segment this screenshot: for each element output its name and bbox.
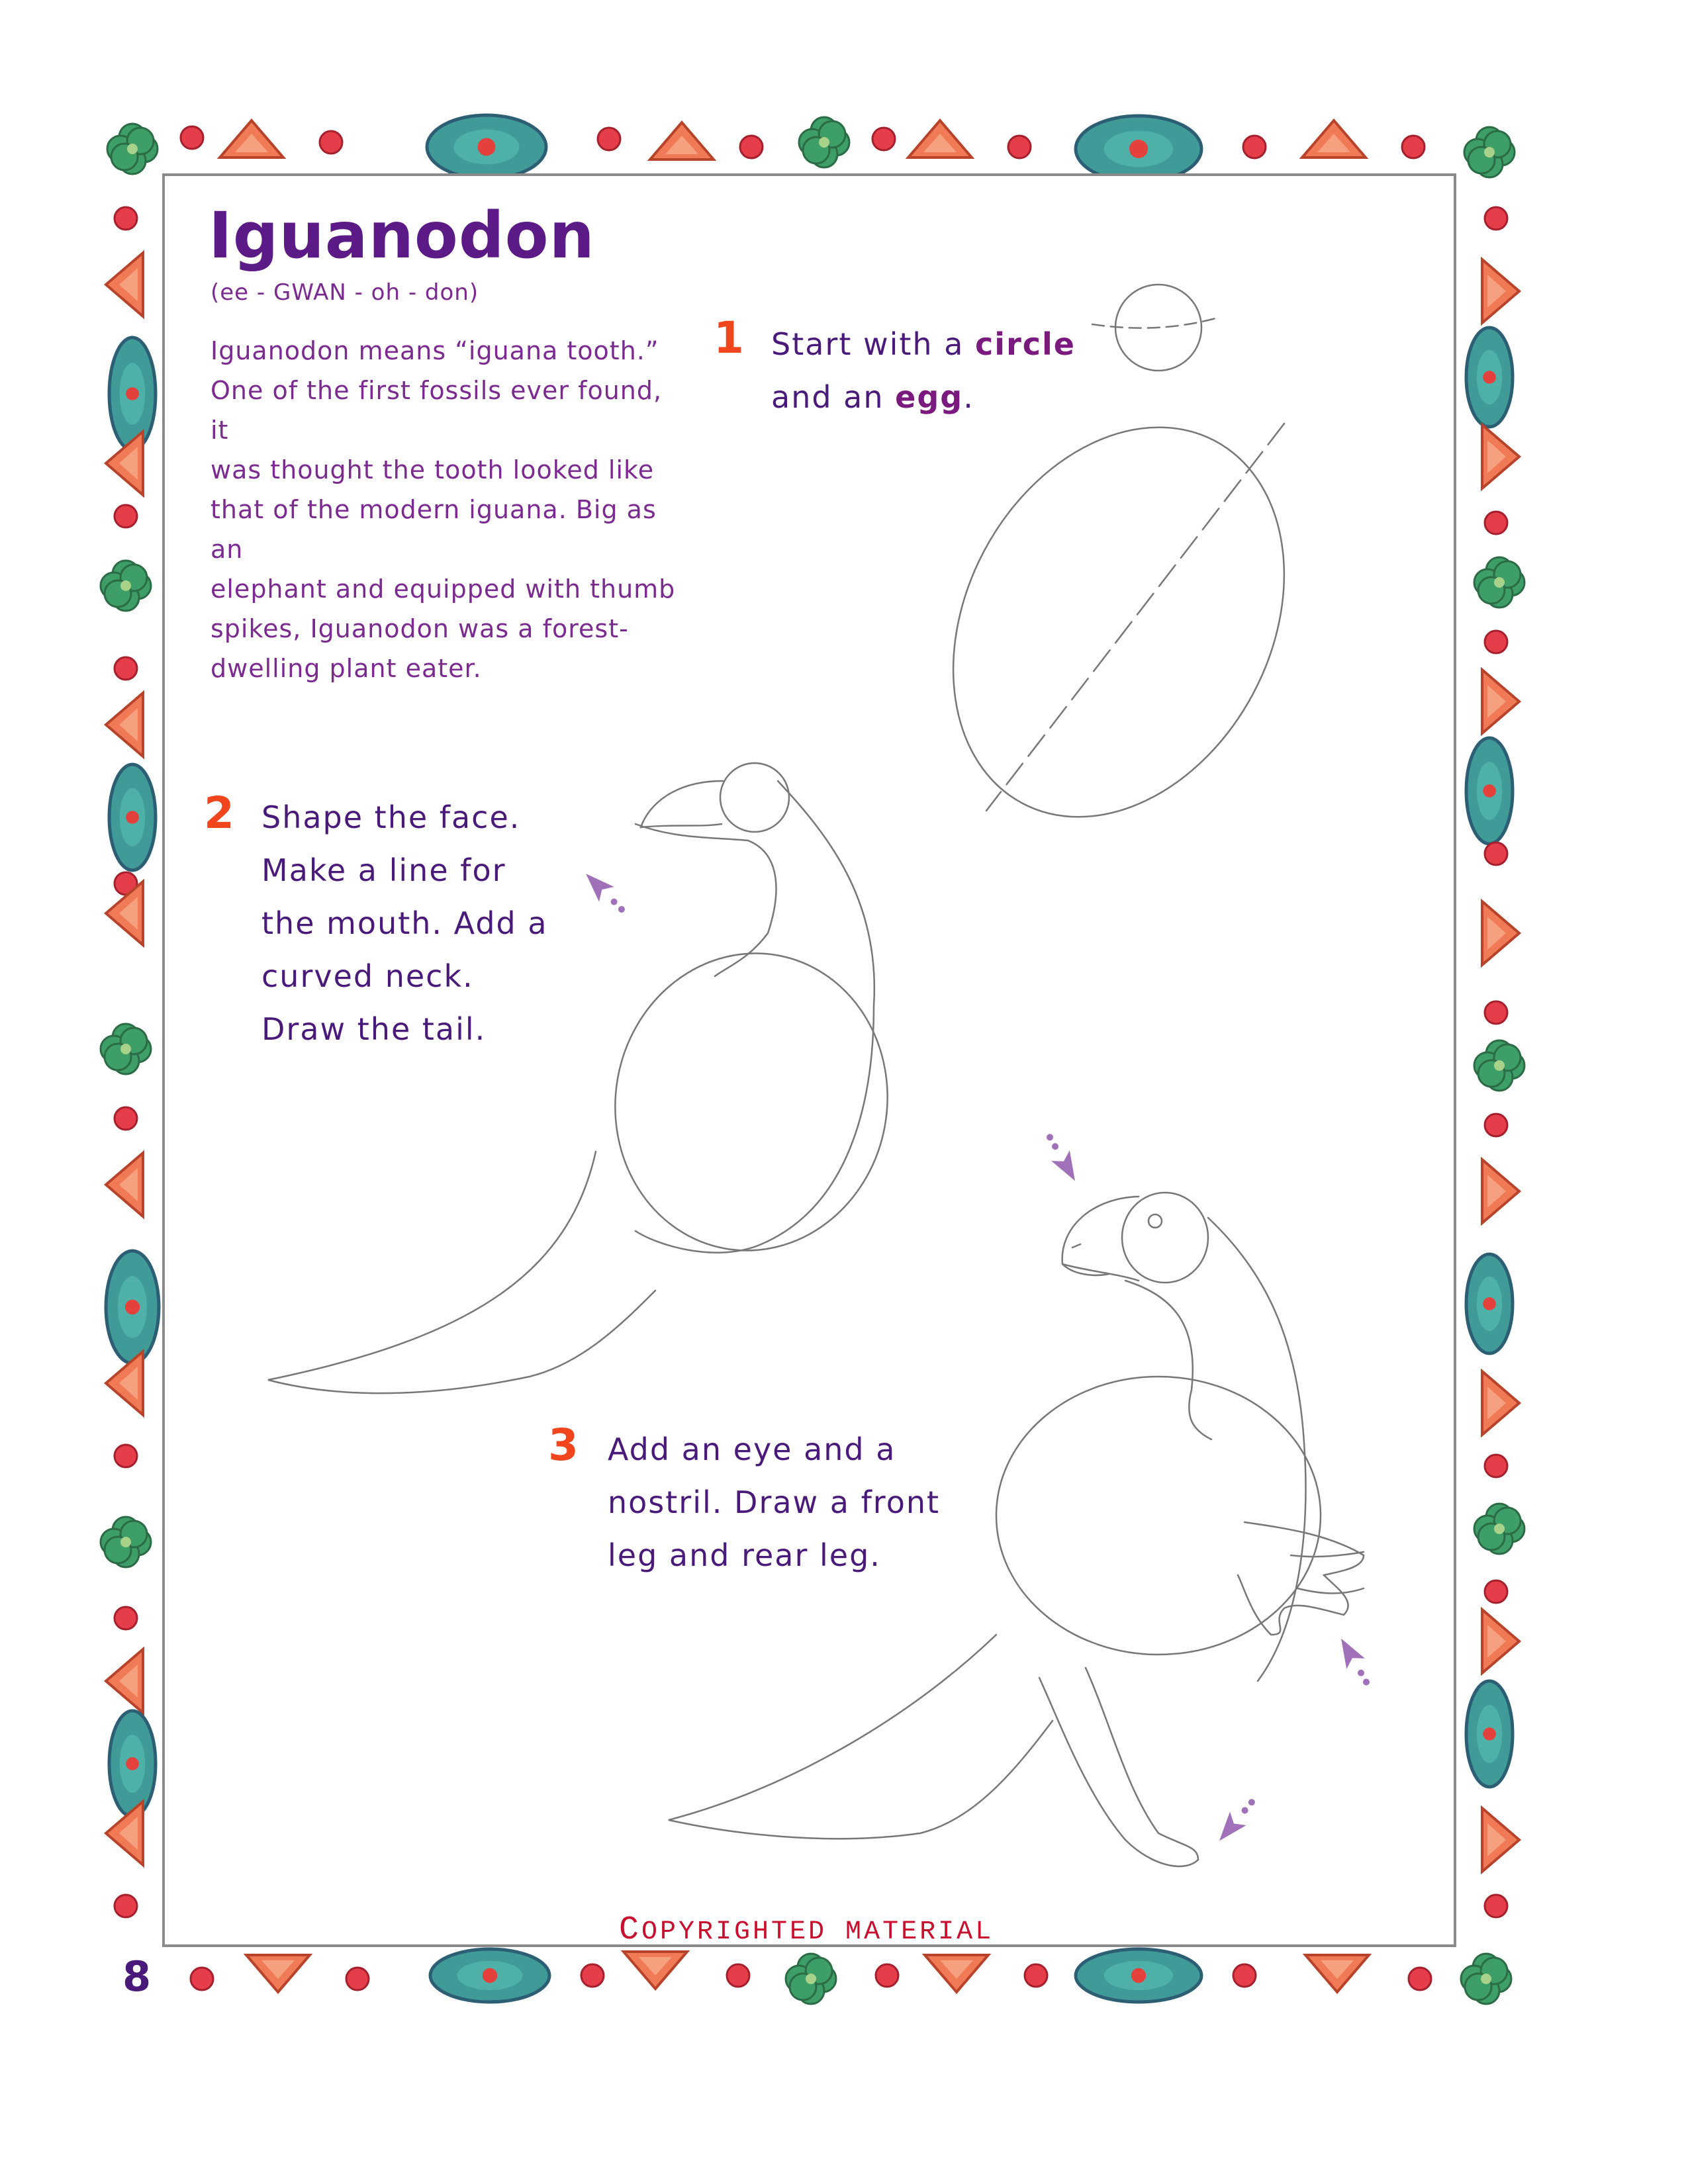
copyright-initial: C: [619, 1911, 642, 1949]
arrow-icon: [1211, 1793, 1262, 1848]
step-1-text-b: and an: [771, 379, 896, 415]
step-1-keyword-egg: egg: [895, 379, 964, 415]
step-2-line: Make a line for: [261, 852, 506, 888]
step-3-line: leg and rear leg.: [608, 1537, 881, 1573]
step-3-text: [608, 1423, 940, 1582]
step-2-line: the mouth. Add a: [261, 905, 548, 941]
intro-line: that of the modern iguana. Big as an: [211, 495, 657, 564]
pronunciation: (ee - GWAN - oh - don): [211, 279, 479, 306]
intro-paragraph: [211, 331, 687, 688]
intro-line: spikes, Iguanodon was a forest-: [211, 614, 629, 643]
step-2-number: 2: [204, 788, 234, 839]
intro-line: One of the first fossils ever found, it: [211, 376, 663, 445]
step-1-number: 1: [714, 312, 744, 363]
step-3-line: Add an eye and a: [608, 1432, 896, 1467]
step-2-line: Shape the face.: [261, 799, 521, 835]
intro-line: elephant and equipped with thumb: [211, 574, 676, 604]
step-3-line: nostril. Draw a front: [608, 1484, 941, 1520]
intro-line: Iguanodon means “iguana tooth.”: [211, 336, 659, 365]
arrow-icon: [579, 866, 632, 919]
step-3-number: 3: [548, 1420, 579, 1471]
step-1-keyword-circle: circle: [975, 326, 1076, 362]
step-2-line: curved neck.: [261, 958, 474, 994]
step-1-text-a: Start with a: [771, 326, 976, 362]
arrow-icon: [1039, 1129, 1084, 1186]
copyright-text: OPYRIGHTED MATERIAL: [641, 1917, 994, 1947]
arrow-icon: [1332, 1633, 1377, 1690]
guide-arrows: [579, 866, 1377, 1848]
page-number: 8: [122, 1952, 152, 2001]
page-title: Iguanodon: [209, 199, 595, 273]
step-1-text-end: .: [963, 379, 974, 415]
intro-line: was thought the tooth looked like: [211, 455, 655, 484]
step-1-text: [771, 318, 1076, 424]
step-2-text: [261, 791, 548, 1056]
step-2-line: Draw the tail.: [261, 1011, 487, 1047]
copyright-notice: [619, 1911, 994, 1949]
intro-line: dwelling plant eater.: [211, 654, 482, 683]
